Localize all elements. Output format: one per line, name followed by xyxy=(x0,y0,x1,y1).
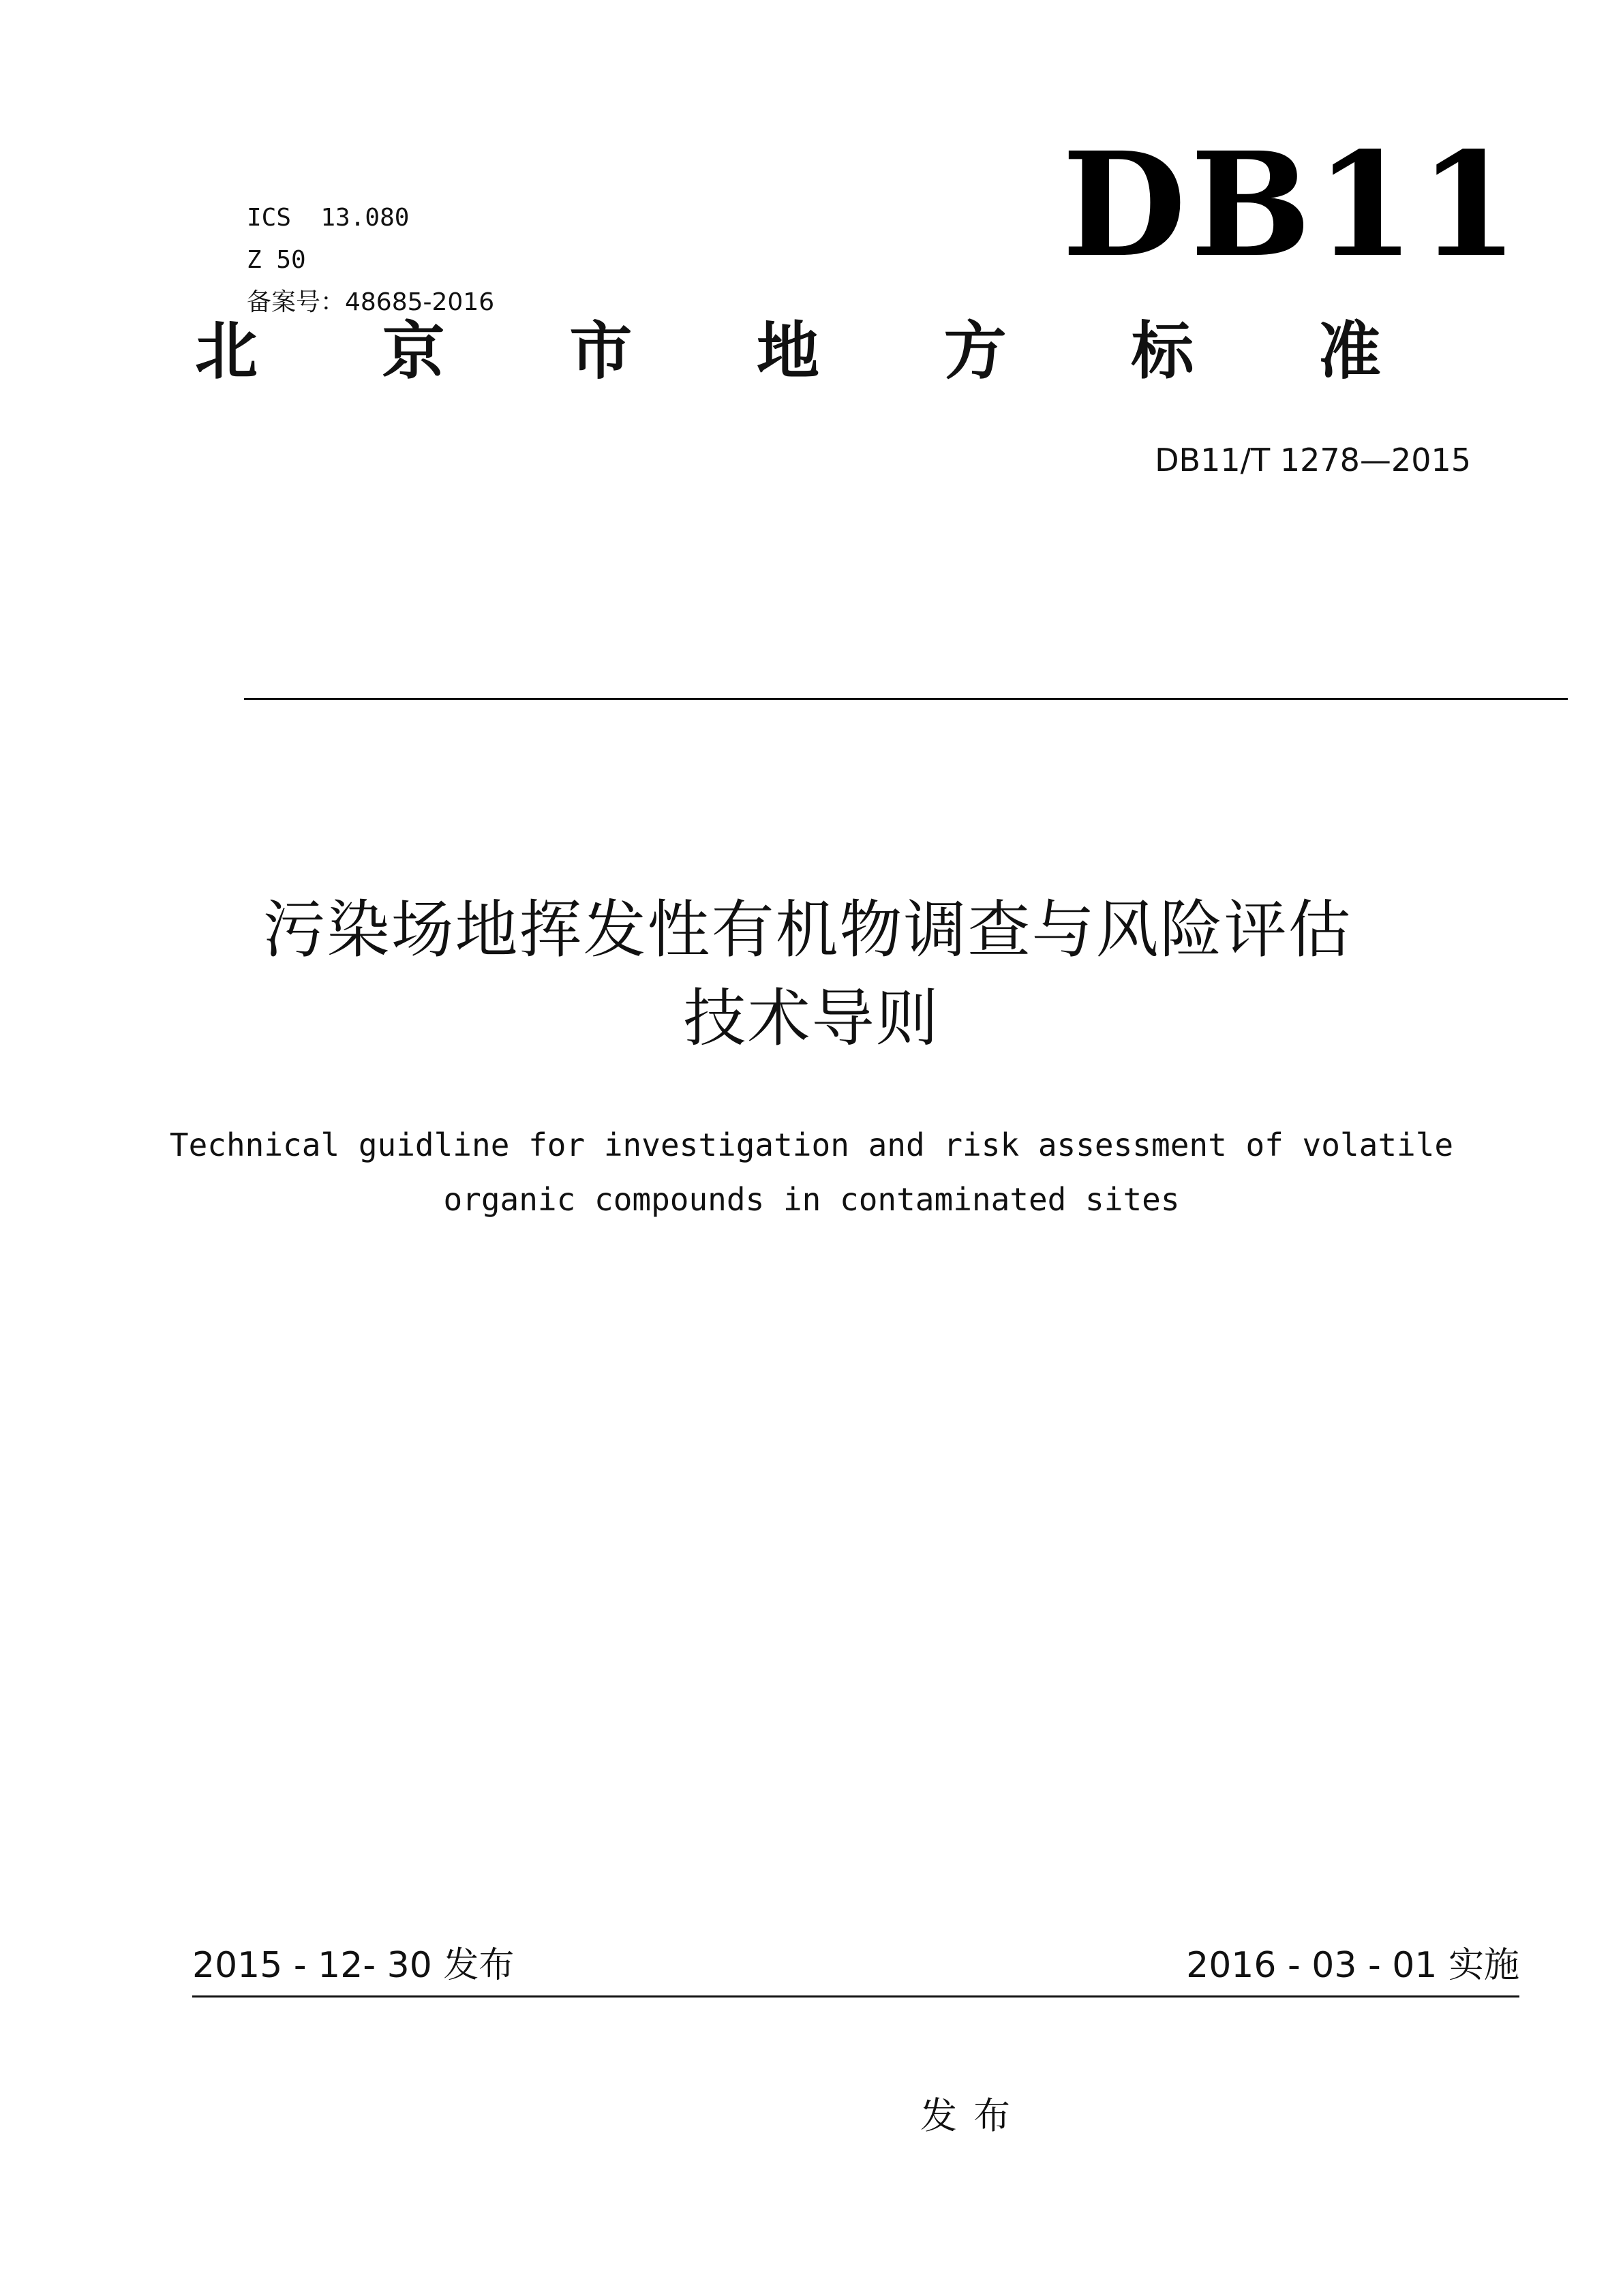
standard-type-char: 北 xyxy=(195,315,258,388)
title-chinese-line-2: 技术导则 xyxy=(683,982,940,1055)
title-english xyxy=(0,1118,1623,1227)
title-english-line-1: Technical guidline for investigation and risk assessment of volatile xyxy=(169,1127,1454,1163)
title-english-line-2: organic compounds in contaminated sites xyxy=(443,1181,1180,1218)
implementation-date: 2016 - 03 - 01 实施 xyxy=(1186,1945,1519,1986)
publisher-label: 发布 xyxy=(920,2094,1027,2137)
standard-type-char: 地 xyxy=(756,315,819,388)
standard-type-char: 准 xyxy=(1318,315,1381,388)
standard-type-heading xyxy=(195,315,1381,388)
ccs-code: Z 50 xyxy=(247,246,306,274)
footer-divider xyxy=(192,1995,1519,1997)
record-number: 备案号：48685-2016 xyxy=(247,288,495,316)
standard-type-char: 方 xyxy=(943,315,1007,388)
title-chinese xyxy=(0,886,1623,1063)
standard-type-char: 标 xyxy=(1131,315,1194,388)
issue-date: 2015 - 12- 30 发布 xyxy=(192,1945,515,1986)
title-chinese-line-1: 污染场地挥发性有机物调查与风险评估 xyxy=(262,893,1352,966)
standard-type-char: 京 xyxy=(382,315,445,388)
db11-logo: DB11 xyxy=(1062,121,1523,289)
standard-number: DB11/T 1278—2015 xyxy=(1155,442,1471,478)
header-divider xyxy=(244,698,1568,700)
ics-code: ICS 13.080 xyxy=(247,204,410,232)
standard-type-char: 市 xyxy=(569,315,633,388)
